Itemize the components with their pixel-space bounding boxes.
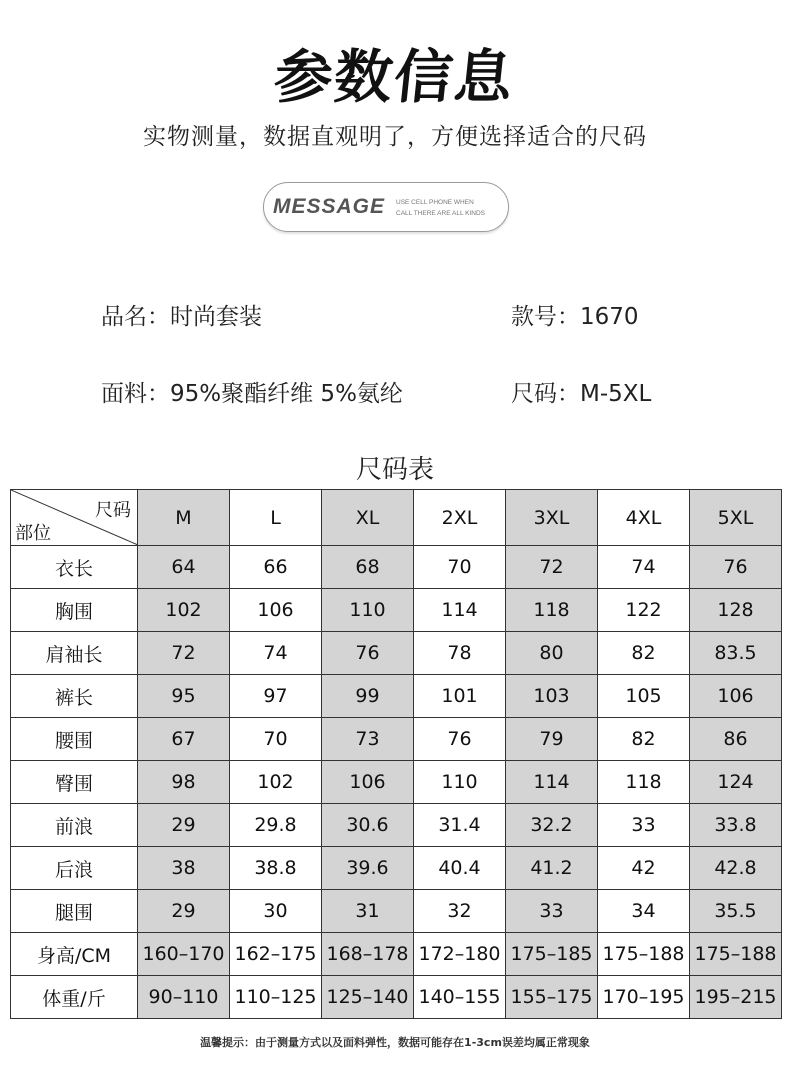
table-cell: 29	[138, 804, 230, 847]
table-cell: 168–178	[322, 933, 414, 976]
size-header-cell: 5XL	[690, 490, 782, 546]
table-cell: 82	[598, 718, 690, 761]
table-cell: 66	[230, 546, 322, 589]
table-cell: 110	[322, 589, 414, 632]
table-cell: 90–110	[138, 976, 230, 1019]
table-cell: 68	[322, 546, 414, 589]
table-cell: 33	[598, 804, 690, 847]
table-cell: 29	[138, 890, 230, 933]
table-cell: 86	[690, 718, 782, 761]
table-cell: 103	[506, 675, 598, 718]
table-cell: 118	[506, 589, 598, 632]
table-cell: 105	[598, 675, 690, 718]
table-cell: 128	[690, 589, 782, 632]
corner-part-label: 部位	[15, 523, 51, 544]
page-subtitle: 实物测量，数据直观明了，方便选择适合的尺码	[143, 124, 647, 150]
table-cell: 39.6	[322, 847, 414, 890]
row-label: 体重/斤	[11, 976, 138, 1019]
table-cell: 31	[322, 890, 414, 933]
table-cell: 125–140	[322, 976, 414, 1019]
table-cell: 195–215	[690, 976, 782, 1019]
product-size-range: 尺码：M-5XL	[511, 381, 652, 407]
table-cell: 175–188	[690, 933, 782, 976]
message-badge	[263, 182, 509, 232]
size-table-title: 尺码表	[355, 455, 434, 485]
table-cell: 30.6	[322, 804, 414, 847]
table-cell: 106	[690, 675, 782, 718]
table-row	[11, 589, 782, 632]
table-cell: 32	[414, 890, 506, 933]
table-row	[11, 718, 782, 761]
table-cell: 38	[138, 847, 230, 890]
table-cell: 70	[230, 718, 322, 761]
table-cell: 42	[598, 847, 690, 890]
table-cell: 114	[414, 589, 506, 632]
table-row	[11, 933, 782, 976]
table-cell: 40.4	[414, 847, 506, 890]
table-cell: 98	[138, 761, 230, 804]
table-cell: 140–155	[414, 976, 506, 1019]
table-cell: 155–175	[506, 976, 598, 1019]
table-cell: 170–195	[598, 976, 690, 1019]
row-label: 前浪	[11, 804, 138, 847]
table-cell: 99	[322, 675, 414, 718]
row-label: 后浪	[11, 847, 138, 890]
size-header-cell: 3XL	[506, 490, 598, 546]
size-table-corner	[11, 490, 138, 546]
row-label: 肩袖长	[11, 632, 138, 675]
table-cell: 175–185	[506, 933, 598, 976]
row-label: 衣长	[11, 546, 138, 589]
size-header-cell: M	[138, 490, 230, 546]
table-cell: 67	[138, 718, 230, 761]
table-cell: 30	[230, 890, 322, 933]
table-cell: 114	[506, 761, 598, 804]
table-cell: 118	[598, 761, 690, 804]
table-cell: 110–125	[230, 976, 322, 1019]
table-cell: 78	[414, 632, 506, 675]
row-label: 胸围	[11, 589, 138, 632]
message-badge-line1: USE CELL PHONE WHEN	[396, 199, 474, 206]
table-cell: 64	[138, 546, 230, 589]
size-header-cell: L	[230, 490, 322, 546]
table-cell: 160–170	[138, 933, 230, 976]
table-cell: 76	[322, 632, 414, 675]
row-label: 腰围	[11, 718, 138, 761]
table-cell: 74	[230, 632, 322, 675]
table-cell: 42.8	[690, 847, 782, 890]
size-header-cell: 2XL	[414, 490, 506, 546]
table-cell: 106	[322, 761, 414, 804]
table-cell: 172–180	[414, 933, 506, 976]
row-label: 臀围	[11, 761, 138, 804]
size-header-cell: 4XL	[598, 490, 690, 546]
table-cell: 82	[598, 632, 690, 675]
row-label: 身高/CM	[11, 933, 138, 976]
table-cell: 35.5	[690, 890, 782, 933]
corner-size-label: 尺码	[95, 500, 131, 521]
table-cell: 72	[138, 632, 230, 675]
product-fabric: 面料：95%聚酯纤维 5%氨纶	[101, 381, 403, 407]
table-cell: 102	[230, 761, 322, 804]
size-table	[10, 489, 782, 1019]
table-cell: 41.2	[506, 847, 598, 890]
product-style-number: 款号：1670	[511, 304, 639, 330]
table-row	[11, 546, 782, 589]
table-cell: 76	[414, 718, 506, 761]
table-cell: 73	[322, 718, 414, 761]
table-cell: 29.8	[230, 804, 322, 847]
table-row	[11, 976, 782, 1019]
table-row	[11, 804, 782, 847]
table-cell: 34	[598, 890, 690, 933]
table-row	[11, 632, 782, 675]
table-row	[11, 847, 782, 890]
table-cell: 106	[230, 589, 322, 632]
message-badge-line2: CALL THERE ARE ALL KINDS	[396, 210, 485, 217]
table-row	[11, 761, 782, 804]
row-label: 裤长	[11, 675, 138, 718]
table-cell: 175–188	[598, 933, 690, 976]
table-cell: 122	[598, 589, 690, 632]
table-row	[11, 675, 782, 718]
page-title: 参数信息	[270, 43, 519, 111]
product-name: 品名：时尚套装	[101, 304, 262, 330]
size-header-row	[11, 490, 782, 546]
table-cell: 31.4	[414, 804, 506, 847]
table-cell: 32.2	[506, 804, 598, 847]
table-cell: 110	[414, 761, 506, 804]
table-row	[11, 890, 782, 933]
table-cell: 124	[690, 761, 782, 804]
table-cell: 74	[598, 546, 690, 589]
row-label: 腿围	[11, 890, 138, 933]
table-cell: 72	[506, 546, 598, 589]
table-cell: 101	[414, 675, 506, 718]
size-header-cell: XL	[322, 490, 414, 546]
message-badge-word: MESSAGE	[273, 195, 386, 218]
table-cell: 70	[414, 546, 506, 589]
table-cell: 38.8	[230, 847, 322, 890]
table-cell: 97	[230, 675, 322, 718]
table-cell: 162–175	[230, 933, 322, 976]
table-cell: 33.8	[690, 804, 782, 847]
table-cell: 95	[138, 675, 230, 718]
table-cell: 76	[690, 546, 782, 589]
table-cell: 79	[506, 718, 598, 761]
table-cell: 33	[506, 890, 598, 933]
table-cell: 80	[506, 632, 598, 675]
table-cell: 102	[138, 589, 230, 632]
table-cell: 83.5	[690, 632, 782, 675]
footnote: 温馨提示：由于测量方式以及面料弹性，数据可能存在1-3cm误差均属正常现象	[200, 1036, 590, 1049]
